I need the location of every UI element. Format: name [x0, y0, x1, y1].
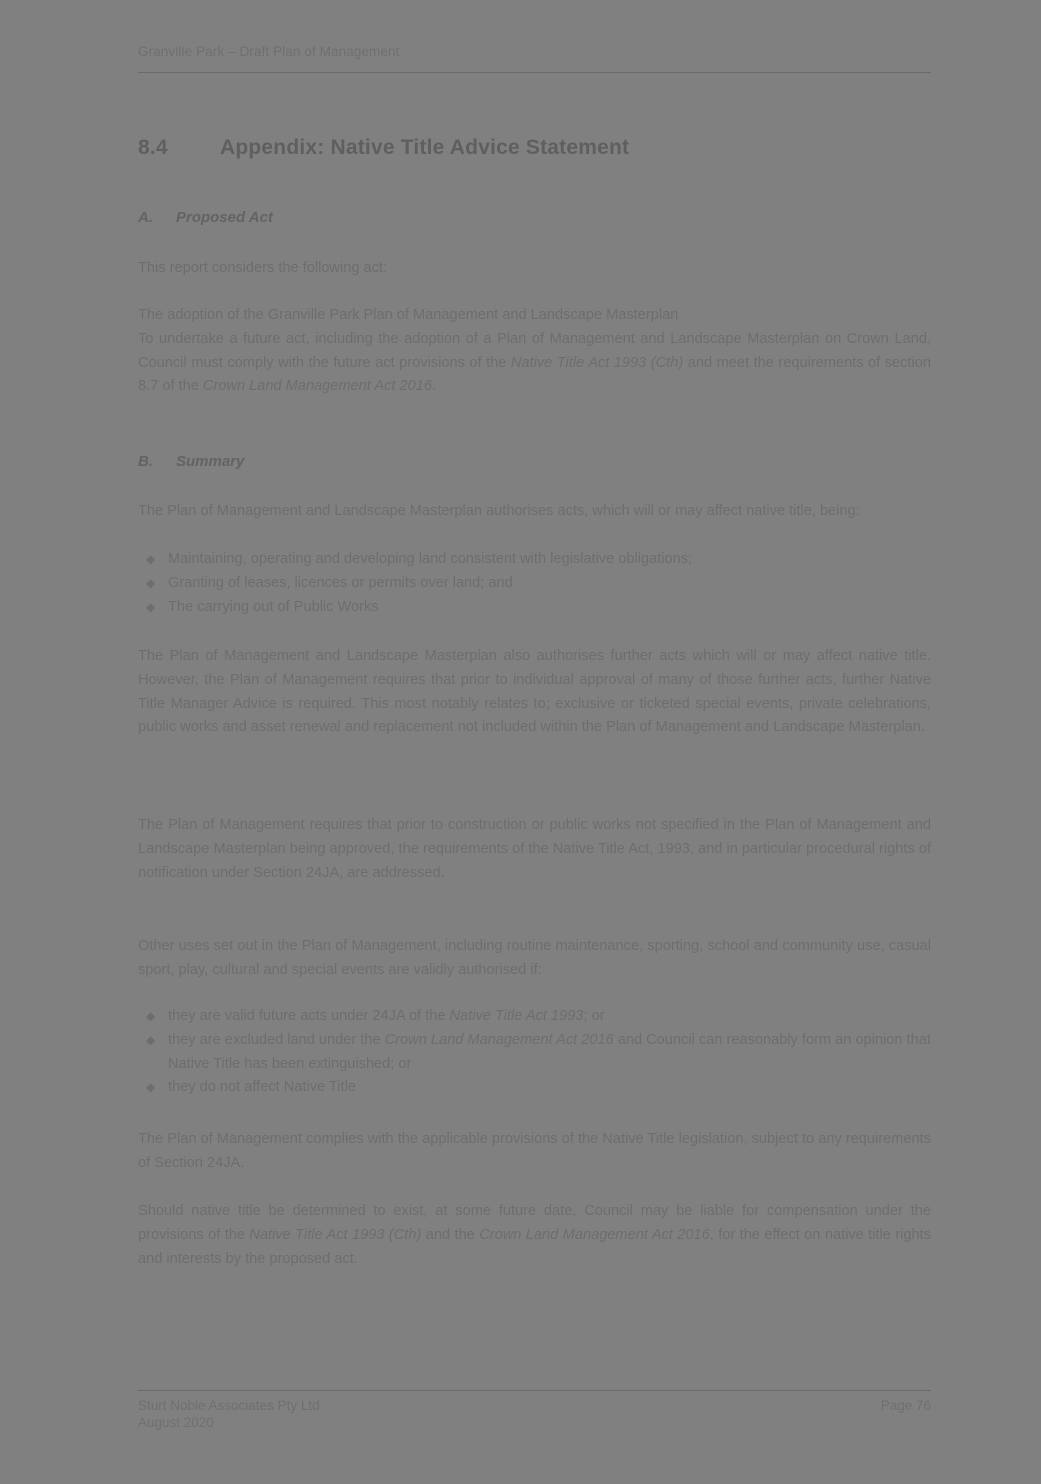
act-reference-native-title: Native Title Act 1993 (Cth): [510, 354, 684, 371]
list-item: [138, 1029, 931, 1077]
section-a-intro: [138, 257, 931, 281]
section-b-bullets-2: [138, 1005, 931, 1100]
header-divider: [138, 72, 931, 73]
text-run: they do not affect Native Title: [168, 1079, 356, 1096]
section-b-para-2: [138, 645, 931, 740]
section-b-para-4: [138, 935, 931, 983]
section-b-para-6: [138, 1200, 931, 1271]
footer-company: Sturt Noble Associates Pty Ltd: [138, 1398, 320, 1413]
text-run: , for the effect on native title rights and interests by the proposed act.: [138, 1226, 932, 1267]
list-item-label: The carrying out of Public Works: [168, 598, 379, 615]
section-a-body: [138, 304, 931, 399]
section-b-title: Summary: [176, 453, 245, 470]
act-reference-native-title: Native Title Act 1993 (Cth): [249, 1226, 422, 1243]
list-item: [138, 548, 931, 572]
section-b-para-5: [138, 1128, 931, 1176]
paragraph: The Plan of Management and Landscape Masterplan authorises acts, which will or may affect native title, being:: [138, 503, 860, 519]
footer-date: August 2020: [138, 1415, 214, 1430]
footer-page-number: Page 76: [880, 1398, 931, 1413]
paragraph: The Plan of Management requires that prior to construction or public works not specified in the Plan of Management and Landscape Masterplan being approved, the requirements of the Native Title Act, 1993, and in particular procedural rights of notification under Section 24JA, are addressed.: [138, 817, 931, 881]
paragraph: The Plan of Management and Landscape Masterplan also authorises further acts which will or may affect native title. However, the Plan of Management requires that prior to individual approval of many of those further acts, further Native Title Manager Advice is required. This most notably relates to; exclusive or ticketed special events, private celebrations, public works and asset renewal and replacement not included within the Plan of Management and Landscape Masterplan.: [138, 648, 931, 736]
act-reference-crown-land: Crown Land Management Act 2016: [479, 1226, 710, 1243]
section-a-title: Proposed Act: [176, 209, 273, 226]
paragraph: Other uses set out in the Plan of Management, including routine maintenance, sporting, school and community use, casual sport, play, cultural and special events are validly authorised if:: [138, 938, 931, 978]
paragraph: The Plan of Management complies with the applicable provisions of the Native Title legislation, subject to any requirements of Section 24JA.: [138, 1131, 931, 1171]
bullet-icon: ◆: [146, 599, 156, 614]
paragraph: [138, 1200, 931, 1271]
section-b-heading: [138, 450, 931, 474]
footer-divider: [138, 1390, 931, 1391]
text-run: they are excluded land under the: [168, 1031, 385, 1048]
act-reference: Native Title Act 1993: [449, 1008, 584, 1024]
section-b-letter: B.: [138, 453, 153, 470]
section-b-para-3: [138, 814, 931, 885]
text-run: ; or: [583, 1008, 605, 1024]
section-b-para-1: [138, 500, 931, 524]
section-a-heading: [138, 206, 931, 230]
running-title: Granville Park – Draft Plan of Management: [138, 44, 400, 59]
list-item-label: Granting of leases, licences or permits over land; and: [168, 574, 513, 591]
page-footer: [138, 1398, 931, 1430]
text-run: and meet the requirements of section 8.7 of the: [138, 354, 931, 395]
section-b-bullets-1: [138, 548, 931, 619]
act-reference: Crown Land Management Act 2016: [384, 1031, 614, 1048]
section-title: Appendix: Native Title Advice Statement: [220, 136, 630, 159]
section-a-letter: A.: [138, 209, 153, 226]
paragraph: This report considers the following act:: [138, 260, 388, 276]
act-reference-crown-land: Crown Land Management Act 2016: [202, 378, 432, 395]
list-item-label: Maintaining, operating and developing land consistent with legislative obligations;: [168, 551, 693, 567]
list-item: [138, 1076, 931, 1100]
list-item: [138, 596, 931, 620]
bullet-icon: ◆: [146, 1032, 156, 1047]
paragraph-proposed-act-detail: [138, 328, 931, 399]
bullet-icon: ◆: [146, 1080, 156, 1095]
text-run: Should native title be determined to exist, at some future date, Council may be liable for compensation under the provisions of the: [138, 1203, 931, 1243]
bullet-icon: ◆: [146, 552, 156, 566]
text-run: and Council can reasonably form an opinion that Native Title has been extinguished; or: [168, 1031, 931, 1072]
list-item: [138, 572, 931, 596]
text-run: they are valid future acts under 24JA of the: [168, 1008, 450, 1024]
text-run: To undertake a future act, including the adoption of a Plan of Management and Landscape Masterplan on Crown Land, Council must comply with the future act provisions of the: [138, 330, 931, 371]
text-run: and the: [421, 1226, 480, 1243]
paragraph-proposed-act-line: The adoption of the Granville Park Plan of Management and Landscape Masterplan: [138, 307, 679, 323]
bullet-icon: ◆: [146, 1009, 156, 1023]
page-header: [138, 44, 931, 59]
bullet-icon: ◆: [146, 575, 156, 590]
section-number: 8.4: [138, 136, 168, 159]
text-run: .: [431, 378, 437, 395]
list-item: [138, 1005, 931, 1029]
page-title: [138, 136, 931, 160]
